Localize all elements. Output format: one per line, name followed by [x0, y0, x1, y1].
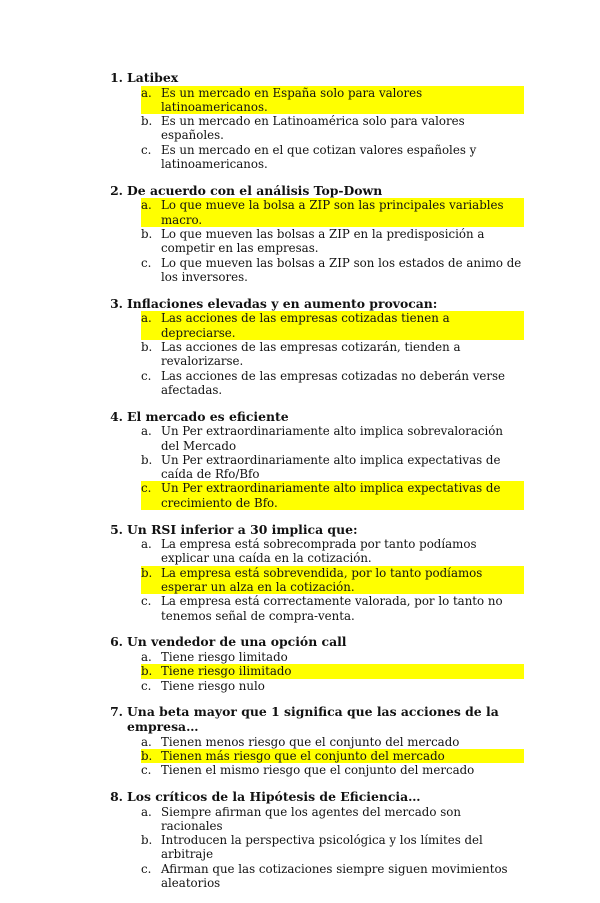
question-2 [104, 184, 524, 284]
answer-option [141, 143, 524, 172]
question-text: Un vendedor de una opción call [127, 634, 347, 650]
question-heading [104, 410, 524, 425]
answer-options [141, 805, 524, 891]
option-letter: b. [141, 664, 161, 678]
option-letter: b. [141, 227, 153, 242]
option-text: La empresa está correctamente valorada, por lo tanto no tenemos señal de compra-venta. [161, 594, 503, 623]
option-text: Es un mercado en España solo para valores latinoamericanos. [161, 86, 524, 115]
option-text: Lo que mueven las bolsas a ZIP en la predisposición a competir en las empresas. [161, 227, 485, 256]
option-letter: c. [141, 594, 152, 609]
option-letter: c. [141, 481, 161, 510]
answer-option [141, 369, 524, 398]
option-text: Lo que mueve la bolsa a ZIP son las principales variables macro. [161, 198, 524, 227]
answer-option-highlighted [141, 311, 524, 340]
answer-option [141, 453, 524, 482]
answer-option [141, 805, 524, 834]
option-text: Tienen el mismo riesgo que el conjunto del mercado [161, 763, 475, 778]
question-heading [104, 790, 524, 805]
question-heading [104, 184, 524, 199]
option-letter: c. [141, 763, 152, 778]
answer-option-highlighted [141, 86, 524, 115]
answer-option [141, 114, 524, 143]
option-text: Lo que mueven las bolsas a ZIP son los estados de animo de los inversores. [161, 255, 522, 284]
question-heading [104, 523, 524, 538]
option-letter: b. [141, 114, 153, 129]
question-text: El mercado es eficiente [127, 408, 289, 424]
option-letter: a. [141, 734, 152, 749]
question-number: 6. [110, 634, 123, 650]
option-letter: b. [141, 833, 153, 848]
option-letter: b. [141, 452, 153, 467]
answer-options [141, 650, 524, 693]
option-letter: a. [141, 804, 152, 819]
answer-options [141, 735, 524, 778]
answer-option [141, 679, 524, 693]
option-letter: c. [141, 255, 152, 270]
answer-option [141, 340, 524, 369]
question-number: 3. [110, 295, 123, 311]
answer-options [141, 311, 524, 397]
answer-option [141, 537, 524, 566]
option-text: Tiene riesgo ilimitado [161, 664, 524, 678]
answer-options [141, 424, 524, 510]
option-letter: b. [141, 749, 161, 763]
answer-option [141, 424, 524, 453]
question-text: Inflaciones elevadas y en aumento provocan: [127, 295, 438, 311]
option-text: Las acciones de las empresas cotizarán, tienden a revalorizarse. [161, 339, 461, 369]
question-number: 1. [110, 70, 123, 85]
question-7 [104, 705, 524, 777]
option-text: Introducen la perspectiva psicológica y los límites del arbitraje [161, 833, 483, 862]
question-number: 7. [110, 704, 123, 720]
option-letter: c. [141, 678, 152, 693]
question-heading [104, 297, 524, 312]
option-text: Un Per extraordinariamente alto implica expectativas de crecimiento de Bfo. [161, 481, 524, 510]
answer-option [141, 763, 524, 777]
option-letter: a. [141, 537, 152, 552]
question-text: De acuerdo con el análisis Top-Down [127, 182, 383, 198]
option-text: Tienen menos riesgo que el conjunto del mercado [161, 734, 460, 749]
question-heading [104, 635, 524, 650]
answer-option [141, 862, 524, 891]
answer-option [141, 735, 524, 749]
question-number: 2. [110, 182, 123, 198]
option-text: Las acciones de las empresas cotizadas no deberán verse afectadas. [161, 368, 506, 397]
answer-option-highlighted [141, 749, 524, 763]
question-number: 4. [110, 408, 123, 424]
answer-option [141, 256, 524, 285]
question-4 [104, 410, 524, 510]
answer-options [141, 537, 524, 623]
question-text: Una beta mayor que 1 significa que las acciones de la empresa… [127, 704, 499, 734]
option-text: Es un mercado en Latinoamérica solo para valores españoles. [161, 114, 465, 143]
option-text: Afirman que las cotizaciones siempre siguen movimientos aleatorios [161, 861, 508, 891]
question-6 [104, 635, 524, 692]
option-letter: b. [141, 339, 153, 354]
question-number: 5. [110, 521, 123, 537]
option-text: Tiene riesgo nulo [161, 678, 265, 693]
option-letter: a. [141, 86, 161, 115]
option-text: Tiene riesgo limitado [161, 649, 288, 664]
answer-options [141, 198, 524, 284]
answer-option [141, 227, 524, 256]
option-text: Tienen más riesgo que el conjunto del mercado [161, 749, 524, 763]
quiz-list [104, 71, 524, 903]
option-letter: c. [141, 142, 152, 157]
question-heading [104, 705, 524, 734]
option-letter: c. [141, 368, 152, 383]
question-3 [104, 297, 524, 397]
option-text: Las acciones de las empresas cotizadas tienen a depreciarse. [161, 311, 524, 340]
question-5 [104, 523, 524, 623]
option-letter: c. [141, 861, 152, 876]
option-text: Es un mercado en el que cotizan valores españoles y latinoamericanos. [161, 142, 477, 172]
option-letter: a. [141, 424, 152, 439]
answer-option [141, 650, 524, 664]
option-text: La empresa está sobrecomprada por tanto podíamos explicar una caída en la cotización. [161, 537, 477, 566]
option-text: La empresa está sobrevendida, por lo tanto podíamos esperar un alza en la cotización. [161, 566, 524, 595]
option-letter: a. [141, 649, 152, 664]
question-text: Un RSI inferior a 30 implica que: [127, 521, 358, 537]
question-text: Los críticos de la Hipótesis de Eficiencia… [127, 788, 421, 804]
question-text: Latibex [127, 70, 179, 85]
option-text: Un Per extraordinariamente alto implica expectativas de caída de Rfo/Bfo [161, 452, 501, 482]
option-letter: b. [141, 566, 161, 595]
answer-option [141, 594, 524, 623]
option-text: Siempre afirman que los agentes del mercado son racionales [161, 804, 461, 833]
option-text: Un Per extraordinariamente alto implica sobrevaloración del Mercado [161, 424, 503, 453]
answer-option-highlighted [141, 481, 524, 510]
answer-option-highlighted [141, 198, 524, 227]
question-number: 8. [110, 788, 123, 804]
question-1 [104, 71, 524, 171]
question-8 [104, 790, 524, 890]
answer-option-highlighted [141, 664, 524, 678]
answer-option [141, 833, 524, 862]
option-letter: a. [141, 198, 161, 227]
answer-option-highlighted [141, 566, 524, 595]
question-heading [104, 71, 524, 86]
answer-options [141, 86, 524, 172]
option-letter: a. [141, 311, 161, 340]
